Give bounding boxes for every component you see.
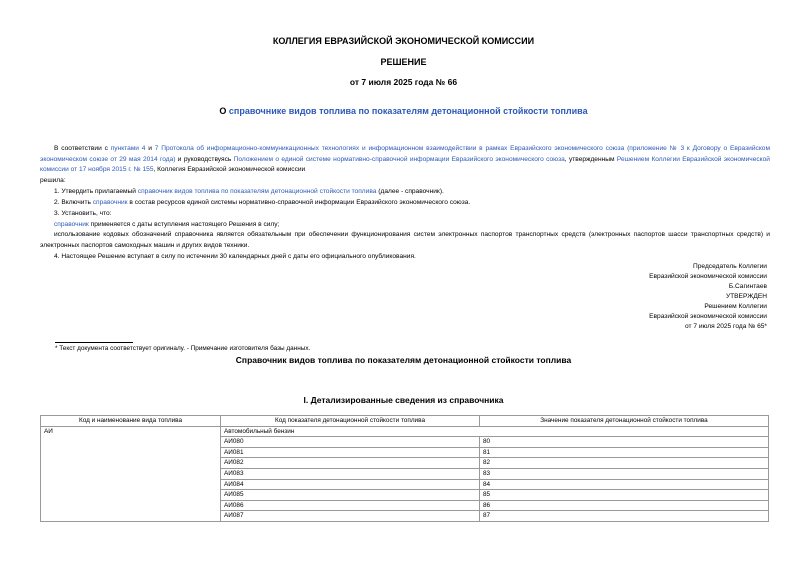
preamble-text-4: , утвержденным [564,155,617,163]
signature-line-2: Евразийской экономической комиссии [649,273,767,280]
code-cell: АИ081 [221,447,480,458]
item-4: 4. Настоящее Решение вступает в силу по истечении 30 календарных дней с даты его официального опубликования. [54,253,416,260]
code-cell: АИ080 [221,437,480,448]
item-3: 3. Установить, что: [54,210,112,217]
resolved-label: решила: [40,177,66,184]
item-2-link[interactable]: справочник [92,199,128,206]
item-3a [54,219,784,230]
preamble-text-5: , Коллегия Евразийской экономической комиссии [153,166,306,173]
item-1 [54,186,784,197]
preamble-text-1: В соответствии с [54,145,111,152]
signature-name: Б.Сагинтаев [728,283,767,290]
organization-heading: КОЛЛЕГИЯ ЕВРАЗИЙСКОЙ ЭКОНОМИЧЕСКОЙ КОМИССИИ [272,36,535,46]
approved-line-2: Решением Коллегии [704,303,767,310]
code-cell: АИ083 [221,468,480,479]
value-cell: 83 [480,468,769,479]
signature-block [649,262,767,332]
preamble-paragraph [40,144,770,176]
title-link[interactable]: справочнике видов топлива по показателям детонационной стойкости топлива [228,106,588,116]
item-1-link[interactable]: справочник видов топлива по показателям детонационной стойкости топлива [137,188,377,195]
link-items-4[interactable]: пунктами 4 [110,145,146,152]
item-3b: использование кодовых обозначений справочника является обязательным при обеспечении функционирования систем электронных паспортов транспортных средств (электронных паспортов шасси транспортных средств) и электронных паспортов самоходных машин и других видов техники. [40,231,770,249]
code-cell: АИ085 [221,490,480,501]
value-cell: 80 [480,437,769,448]
code-cell: АИ086 [221,500,480,511]
item-1-text-a: 1. Утвердить прилагаемый [54,188,138,195]
link-decision-155[interactable]: Решением Коллегии Евразийской экономической комиссии от 17 ноября 2015 г. № 155 [40,155,770,173]
approved-date: от 7 июля 2025 года № 65* [684,323,767,330]
document-title [0,106,807,116]
value-cell: 87 [480,511,769,522]
title-prefix: О [219,106,229,116]
value-cell: 81 [480,447,769,458]
code-cell: АИ082 [221,458,480,469]
table-header-row [41,416,769,427]
item-1-text-b: (далее - справочник). [376,188,444,195]
item-2 [54,197,784,208]
footnote: * Текст документа соответствует оригиналу. - Примечание изготовителя базы данных. [55,345,311,352]
section-title: I. Детализированные сведения из справочника [303,395,504,405]
reference-title: Справочник видов топлива по показателям детонационной стойкости топлива [235,355,572,365]
fuel-group-name: Автомобильный бензин [221,426,769,437]
approved-line-3: Евразийской экономической комиссии [649,313,767,320]
code-cell: АИ084 [221,479,480,490]
item-3a-link[interactable]: справочник [54,221,89,228]
item-2-text-a: 2. Включить [54,199,93,206]
column-header: Код и наименование вида топлива [41,416,221,427]
approved-label: УТВЕРЖДЕН [725,293,767,300]
item-3a-text: применяется с даты вступления настоящего Решения в силу; [88,221,280,228]
link-protocol[interactable]: 7 Протокола об информационно-коммуникационных технологиях и информационном взаимодействии в рамках Евразийского экономического союза (приложение № 3 к Договору о Евразийском экономическом союзе от 29 мая 2014 года) [40,145,770,163]
footnote-divider [55,342,133,343]
column-header: Код показателя детонационной стойкости топлива [221,416,480,427]
value-cell: 86 [480,500,769,511]
item-2-text-b: в состав ресурсов единой системы нормативно-справочной информации Евразийского экономического союза. [127,199,471,206]
value-cell: 82 [480,458,769,469]
document-date: от 7 июля 2025 года № 66 [349,77,458,87]
preamble-text-2: и [145,145,155,152]
signature-line-1: Председатель Коллегии [693,263,767,270]
fuel-group-code: АИ [41,426,221,521]
fuel-table [40,415,769,522]
link-regulation[interactable]: Положением о единой системе нормативно-справочной информации Евразийского экономического союза [233,155,565,163]
column-header: Значение показателя детонационной стойкости топлива [480,416,769,427]
preamble-text-3: и руководствуясь [175,155,234,163]
table-row [41,426,769,437]
document-type: РЕШЕНИЕ [380,57,427,67]
value-cell: 85 [480,490,769,501]
value-cell: 84 [480,479,769,490]
code-cell: АИ087 [221,511,480,522]
